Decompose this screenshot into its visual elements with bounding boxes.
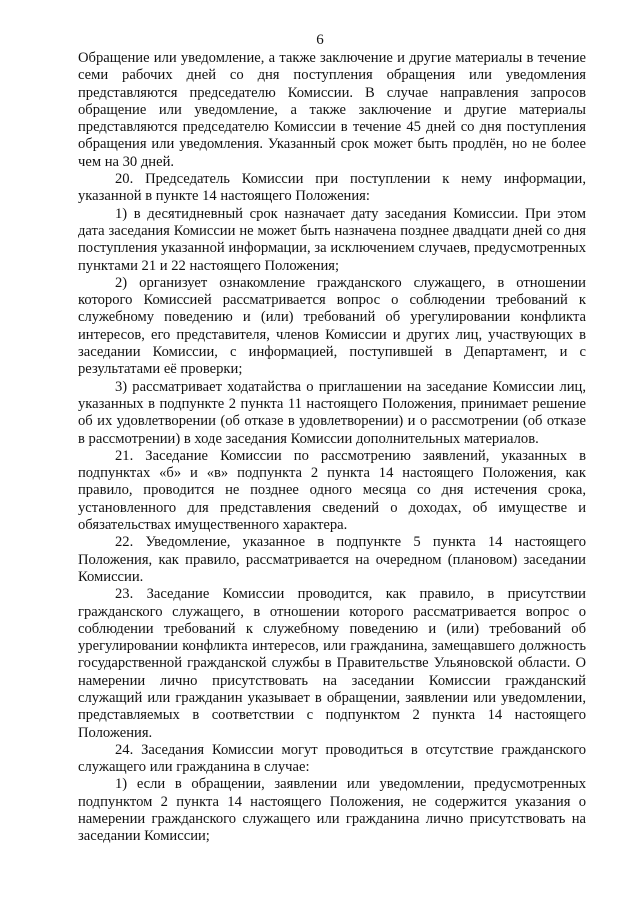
paragraph-20-item-3: 3) рассматривает ходатайства о приглашении на заседание Комиссии лиц, указанных в подпункте 2 пункта 11 настоящего Положения, принимает решение об их удовлетворении (об отказе в удовлетворении) и о рассмотрении (об отказе в рассмотрении) в ходе заседания Комиссии дополнительных материалов. (78, 378, 586, 447)
paragraph-21: 21. Заседание Комиссии по рассмотрению заявлений, указанных в подпунктах «б» и «в» подпункта 2 пункта 14 настоящего Положения, как правило, проводится не позднее одного месяца со дня истечения срока, установленного для представления сведений о доходах, об имуществе и обязательствах имущественного характера. (78, 447, 586, 534)
paragraph-23: 23. Заседание Комиссии проводится, как правило, в присутствии гражданского служащего, в отношении которого рассматривается вопрос о соблюдении требований к служебному поведению и (или) требований об урегулировании конфликта интересов, или гражданина, замещавшего должность государственной гражданской службы в Правительстве Ульяновской области. О намерении лично присутствовать на заседании Комиссии гражданский служащий или гражданин указывает в обращении, заявлении или уведомлении, представляемых в соответствии с подпунктом 2 пункта 14 настоящего Положения. (78, 586, 586, 741)
paragraph-24-item-1: 1) если в обращении, заявлении или уведомлении, предусмотренных подпунктом 2 пункта 14 настоящего Положения, не содержится указания о намерении гражданского служащего или гражданина лично присутствовать на заседании Комиссии; (78, 776, 586, 845)
paragraph-continuation: Обращение или уведомление, а также заключение и другие материалы в течение семи рабочих дней со дня поступления обращения или уведомления представляются председателю Комиссии. В случае направления запросов обращение или уведомление, а также заключение и другие материалы представляются председателю Комиссии в течение 45 дней со дня поступления обращения или уведомления. Указанный срок может быть продлён, но не более чем на 30 дней. (78, 50, 586, 170)
paragraph-22: 22. Уведомление, указанное в подпункте 5 пункта 14 настоящего Положения, как правило, рассматривается на очередном (плановом) заседании Комиссии. (78, 534, 586, 585)
paragraph-20-item-2: 2) организует ознакомление гражданского служащего, в отношении которого Комиссией рассматривается вопрос о соблюдении требований к служебному поведению и (или) требований об урегулировании конфликта интересов, его представителя, членов Комиссии и других лиц, участвующих в заседании Комиссии, с информацией, поступившей в Департамент, и с результатами её проверки; (78, 274, 586, 378)
paragraph-20: 20. Председатель Комиссии при поступлении к нему информации, указанной в пункте 14 настоящего Положения: (78, 171, 586, 205)
page-number: 6 (316, 32, 324, 48)
document-body (78, 50, 586, 846)
paragraph-24: 24. Заседания Комиссии могут проводиться в отсутствие гражданского служащего или гражданина в случае: (78, 741, 586, 776)
paragraph-20-item-1: 1) в десятидневный срок назначает дату заседания Комиссии. При этом дата заседания Комиссии не может быть назначена позднее двадцати дней со дня поступления указанной информации, за исключением случаев, предусмотренных пунктами 21 и 22 настоящего Положения; (78, 205, 586, 274)
